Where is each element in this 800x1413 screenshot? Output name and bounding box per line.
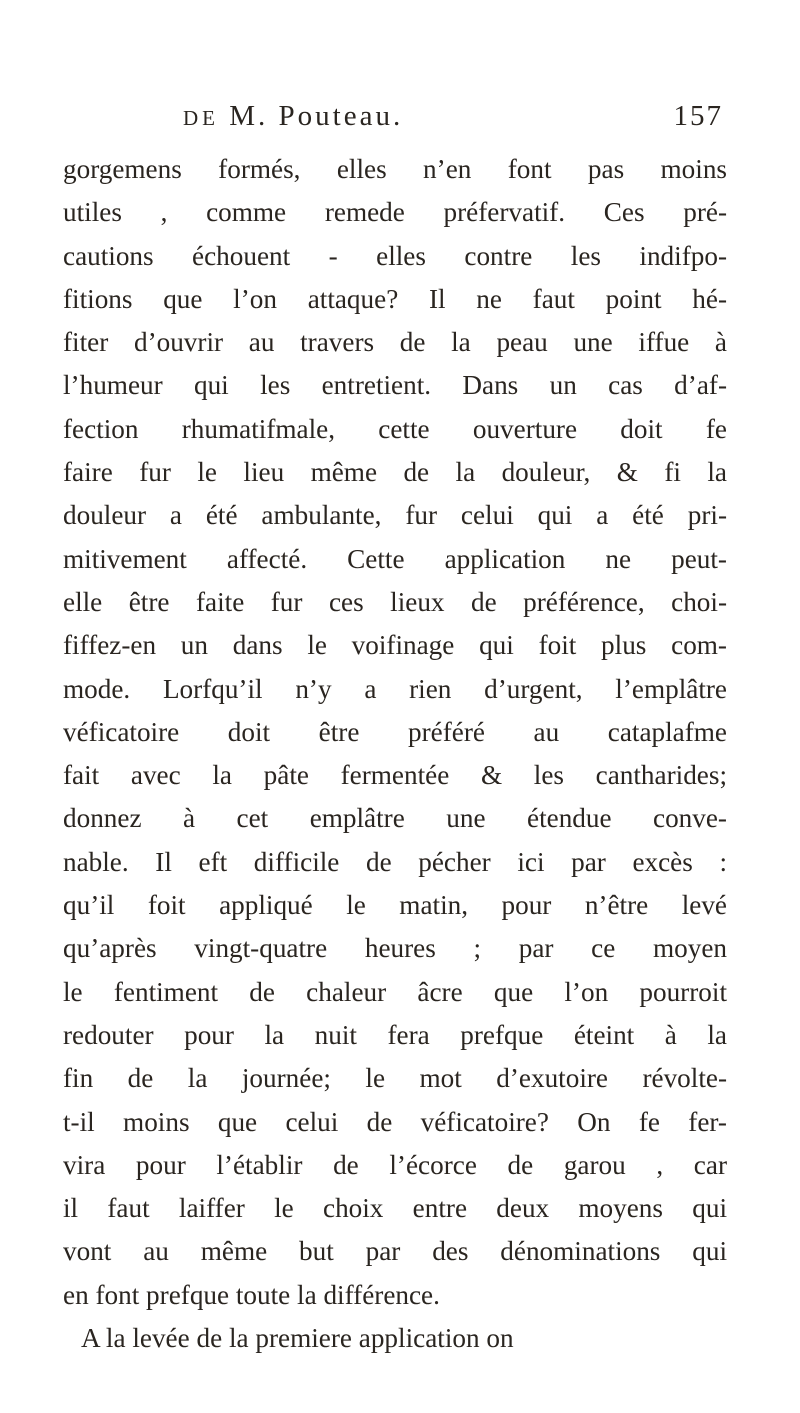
page-number: 157 — [673, 100, 723, 132]
text-line: fection rhumatifmale, cette ouverture doit fe — [63, 413, 727, 444]
text-line: il faut laiffer le choix entre deux moyens qui — [63, 1193, 727, 1224]
running-head-title — [183, 100, 403, 133]
text-line: le fentiment de chaleur âcre que l’on pourroit — [63, 976, 727, 1007]
text-line: fin de la journée; le mot d’exutoire révolte- — [63, 1063, 727, 1094]
text-line: cautions échouent - elles contre les indifpo- — [63, 240, 727, 271]
text-line: qu’après vingt-quatre heures ; par ce moyen — [63, 933, 727, 964]
running-head — [183, 100, 723, 144]
text-line: A la levée de la premiere application on — [81, 1323, 514, 1354]
text-line: fait avec la pâte fermentée & les cantharides; — [63, 760, 727, 791]
text-line: faire fur le lieu même de la douleur, & fi la — [63, 457, 727, 488]
text-line: l’humeur qui les entretient. Dans un cas d’af- — [63, 370, 727, 401]
body-text — [63, 148, 727, 1360]
text-line: utiles , comme remede préfervatif. Ces pré- — [63, 197, 727, 228]
text-line: gorgemens formés, elles n’en font pas moins — [63, 154, 727, 184]
text-line: redouter pour la nuit fera prefque éteint à la — [63, 1019, 727, 1050]
text-line: vira pour l’établir de l’écorce de garou , car — [63, 1149, 727, 1180]
text-line: fiffez-en un dans le voifinage qui foit plus com- — [63, 630, 727, 661]
running-head-author: M. Pouteau. — [229, 100, 404, 132]
text-line: donnez à cet emplâtre une étendue conve- — [63, 803, 727, 834]
text-line: nable. Il eft difficile de pécher ici par excès : — [63, 846, 727, 877]
text-line: mitivement affecté. Cette application ne peut- — [63, 543, 727, 574]
text-line: véficatoire doit être préféré au cataplafme — [63, 716, 727, 747]
running-head-prefix: DE — [183, 106, 219, 130]
paragraph-end-line: en font prefque toute la différence. — [63, 1279, 440, 1310]
text-line: fitions que l’on attaque? Il ne faut point hé- — [63, 283, 727, 314]
text-line: elle être faite fur ces lieux de préférence, choi- — [63, 586, 727, 617]
text-line: qu’il foit appliqué le matin, pour n’être levé — [63, 890, 727, 921]
text-line: vont au même but par des dénominations qui — [63, 1236, 727, 1267]
text-line: t-il moins que celui de véficatoire? On fe fer- — [63, 1106, 727, 1137]
text-line: fiter d’ouvrir au travers de la peau une iffue à — [63, 327, 727, 358]
text-line: douleur a été ambulante, fur celui qui a été pri- — [63, 500, 727, 531]
text-line: mode. Lorfqu’il n’y a rien d’urgent, l’emplâtre — [63, 673, 727, 704]
